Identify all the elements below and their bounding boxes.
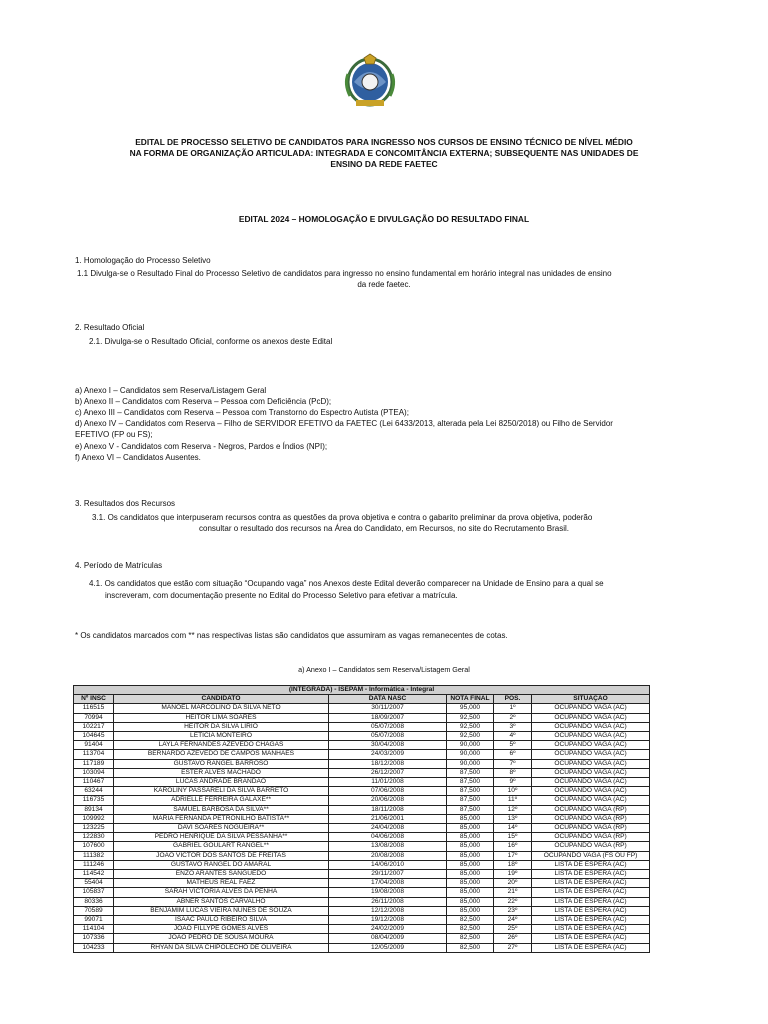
position-cell: 26º (494, 934, 532, 943)
position-cell: 1º (494, 704, 532, 713)
candidate-name-cell: LAYLA FERNANDES AZEVEDO CHAGAS (114, 741, 329, 750)
final-score-cell: 85,000 (447, 870, 494, 879)
inscription-number-cell: 110467 (74, 778, 114, 787)
section-1-1-line-2: da rede faetec. (357, 280, 411, 289)
section-2-1: 2.1. Divulga-se o Resultado Oficial, conforme os anexos deste Edital (89, 337, 333, 346)
status-cell: LISTA DE ESPERA (AC) (532, 897, 650, 906)
table-row (74, 768, 650, 777)
position-cell: 16º (494, 842, 532, 851)
table-row (74, 842, 650, 851)
position-cell: 3º (494, 722, 532, 731)
position-cell: 22º (494, 897, 532, 906)
inscription-number-cell: 89134 (74, 805, 114, 814)
final-score-cell: 90,000 (447, 750, 494, 759)
annex-list-item-a: a) Anexo I – Candidatos sem Reserva/Listagem Geral (75, 386, 267, 395)
final-score-cell: 85,000 (447, 860, 494, 869)
column-header: SITUAÇÃO (532, 695, 650, 704)
inscription-number-cell: 80336 (74, 897, 114, 906)
birth-date-cell: 24/04/2008 (329, 824, 447, 833)
birth-date-cell: 05/07/2008 (329, 722, 447, 731)
table-row (74, 888, 650, 897)
candidate-name-cell: HEITOR LIMA SOARES (114, 713, 329, 722)
candidate-name-cell: ABNER SANTOS CARVALHO (114, 897, 329, 906)
inscription-number-cell: 116515 (74, 704, 114, 713)
edital-title-line-1: EDITAL DE PROCESSO SELETIVO DE CANDIDATOS PARA INGRESSO NOS CURSOS DE ENSINO TÉCNICO DE NÍVEL MÉDIO (135, 137, 633, 147)
section-3-title: 3. Resultados dos Recursos (75, 499, 176, 508)
position-cell: 2º (494, 713, 532, 722)
position-cell: 6º (494, 750, 532, 759)
course-header: (INTEGRADA) - ISEPAM - Informática - Integral (74, 686, 650, 695)
section-4-1-line-2: inscreveram, com documentação presente no Edital do Processo Seletivo para efetivar a matrícula. (105, 591, 458, 600)
final-score-cell: 85,000 (447, 824, 494, 833)
candidate-name-cell: GUSTAVO RANGEL BARROSO (114, 759, 329, 768)
status-cell: LISTA DE ESPERA (AC) (532, 943, 650, 952)
inscription-number-cell: 91404 (74, 741, 114, 750)
status-cell: OCUPANDO VAGA (AC) (532, 713, 650, 722)
table-row (74, 778, 650, 787)
table-row (74, 805, 650, 814)
final-score-cell: 85,000 (447, 851, 494, 860)
status-cell: LISTA DE ESPERA (AC) (532, 888, 650, 897)
status-cell: OCUPANDO VAGA (AC) (532, 768, 650, 777)
status-cell: LISTA DE ESPERA (AC) (532, 934, 650, 943)
annex-list-item-d-cont: EFETIVO (FP ou FS); (75, 430, 153, 439)
table-row (74, 934, 650, 943)
final-score-cell: 85,000 (447, 842, 494, 851)
final-score-cell: 85,000 (447, 814, 494, 823)
final-score-cell: 82,500 (447, 943, 494, 952)
inscription-number-cell: 104233 (74, 943, 114, 952)
column-header: CANDIDATO (114, 695, 329, 704)
final-score-cell: 87,500 (447, 796, 494, 805)
final-score-cell: 90,000 (447, 741, 494, 750)
candidate-name-cell: JOÃO VICTOR DOS SANTOS DE FREITAS (114, 851, 329, 860)
position-cell: 18º (494, 860, 532, 869)
birth-date-cell: 13/08/2008 (329, 842, 447, 851)
candidate-name-cell: JOÃO PEDRO DE SOUSA MOURA (114, 934, 329, 943)
status-cell: OCUPANDO VAGA (AC) (532, 741, 650, 750)
candidate-name-cell: ISAAC PAULO RIBEIRO SILVA (114, 916, 329, 925)
candidate-name-cell: GUSTAVO RANGEL DO AMARAL (114, 860, 329, 869)
inscription-number-cell: 105837 (74, 888, 114, 897)
inscription-number-cell: 123225 (74, 824, 114, 833)
candidate-name-cell: BENJAMIM LUCAS VIEIRA NUNES DE SOUZA (114, 906, 329, 915)
table-row (74, 787, 650, 796)
status-cell: OCUPANDO VAGA (AC) (532, 778, 650, 787)
results-table-body (74, 704, 650, 952)
candidate-name-cell: MARIA FERNANDA PETRONILHO BATISTA** (114, 814, 329, 823)
annex-list-item-d: d) Anexo IV – Candidatos com Reserva – Filho de SERVIDOR EFETIVO da FAETEC (Lei 6433/2013, alterada pela Lei 8250/2018) ou Filho de Servidor (75, 419, 613, 428)
status-cell: LISTA DE ESPERA (AC) (532, 879, 650, 888)
inscription-number-cell: 111246 (74, 860, 114, 869)
column-header: DATA NASC (329, 695, 447, 704)
table-row (74, 814, 650, 823)
birth-date-cell: 24/02/2009 (329, 925, 447, 934)
candidate-name-cell: RHYAN DA SILVA CHIPOLECHO DE OLIVEIRA (114, 943, 329, 952)
candidate-name-cell: DAVI SOARES NOGUEIRA** (114, 824, 329, 833)
birth-date-cell: 30/11/2007 (329, 704, 447, 713)
table-row (74, 925, 650, 934)
status-cell: OCUPANDO VAGA (RP) (532, 842, 650, 851)
inscription-number-cell: 55404 (74, 879, 114, 888)
final-score-cell: 82,500 (447, 925, 494, 934)
position-cell: 12º (494, 805, 532, 814)
final-score-cell: 92,500 (447, 713, 494, 722)
inscription-number-cell: 109992 (74, 814, 114, 823)
section-1-title: 1. Homologação do Processo Seletivo (75, 256, 211, 265)
status-cell: OCUPANDO VAGA (RP) (532, 814, 650, 823)
status-cell: LISTA DE ESPERA (AC) (532, 906, 650, 915)
final-score-cell: 87,500 (447, 787, 494, 796)
position-cell: 23º (494, 906, 532, 915)
status-cell: OCUPANDO VAGA (AC) (532, 759, 650, 768)
table-row (74, 824, 650, 833)
section-3-1-line-1: 3.1. Os candidatos que interpuseram recursos contra as questões da prova objetiva e contra o gabarito preliminar da prova objetiva, poderão (92, 513, 593, 522)
status-cell: OCUPANDO VAGA (AC) (532, 796, 650, 805)
results-table (73, 685, 650, 953)
status-cell: OCUPANDO VAGA (RP) (532, 824, 650, 833)
column-header: POS. (494, 695, 532, 704)
final-score-cell: 82,500 (447, 916, 494, 925)
section-4-title: 4. Período de Matrículas (75, 561, 163, 570)
birth-date-cell: 18/11/2008 (329, 805, 447, 814)
birth-date-cell: 07/06/2008 (329, 787, 447, 796)
final-score-cell: 85,000 (447, 888, 494, 897)
birth-date-cell: 21/06/2001 (329, 814, 447, 823)
final-score-cell: 87,500 (447, 778, 494, 787)
status-cell: LISTA DE ESPERA (AC) (532, 860, 650, 869)
birth-date-cell: 20/08/2008 (329, 851, 447, 860)
candidate-name-cell: SARAH VICTORIA ALVES DA PENHA (114, 888, 329, 897)
column-header: NOTA FINAL (447, 695, 494, 704)
birth-date-cell: 24/03/2009 (329, 750, 447, 759)
annex-list-item-e: e) Anexo V - Candidatos com Reserva - Negros, Pardos e Índios (NPI); (75, 442, 328, 451)
inscription-number-cell: 70589 (74, 906, 114, 915)
candidate-name-cell: MANOEL MARCOLINO DA SILVA NETO (114, 704, 329, 713)
section-4-1-line-1: 4.1. Os candidatos que estão com situação “Ocupando vaga” nos Anexos deste Edital deverão comparecer na Unidade de Ensino para a qual se (89, 579, 604, 588)
status-cell: OCUPANDO VAGA (AC) (532, 704, 650, 713)
inscription-number-cell: 114104 (74, 925, 114, 934)
candidate-name-cell: PEDRO HENRIQUE DA SILVA PESSANHA** (114, 833, 329, 842)
birth-date-cell: 18/09/2007 (329, 713, 447, 722)
candidate-name-cell: BERNARDO AZEVEDO DE CAMPOS MANHÃES (114, 750, 329, 759)
table-row (74, 796, 650, 805)
status-cell: OCUPANDO VAGA (AC) (532, 787, 650, 796)
final-score-cell: 92,500 (447, 732, 494, 741)
birth-date-cell: 26/11/2008 (329, 897, 447, 906)
birth-date-cell: 20/06/2008 (329, 796, 447, 805)
final-score-cell: 95,000 (447, 704, 494, 713)
final-score-cell: 85,000 (447, 897, 494, 906)
inscription-number-cell: 70994 (74, 713, 114, 722)
table-row (74, 833, 650, 842)
section-1-1-line-1: 1.1 Divulga-se o Resultado Final do Processo Seletivo de candidatos para ingresso no ensino fundamental em horário integral nas unidades de ensino (77, 269, 612, 278)
birth-date-cell: 12/05/2009 (329, 943, 447, 952)
position-cell: 19º (494, 870, 532, 879)
table-row (74, 741, 650, 750)
inscription-number-cell: 99071 (74, 916, 114, 925)
status-cell: OCUPANDO VAGA (AC) (532, 722, 650, 731)
column-header: Nº INSC (74, 695, 114, 704)
final-score-cell: 85,000 (447, 879, 494, 888)
section-2-title: 2. Resultado Oficial (75, 323, 145, 332)
inscription-number-cell: 107600 (74, 842, 114, 851)
candidate-name-cell: MATHEUS REAL FAEZ (114, 879, 329, 888)
birth-date-cell: 18/12/2008 (329, 759, 447, 768)
inscription-number-cell: 107336 (74, 934, 114, 943)
table-row (74, 916, 650, 925)
birth-date-cell: 11/01/2008 (329, 778, 447, 787)
status-cell: OCUPANDO VAGA (FS OU FP) (532, 851, 650, 860)
position-cell: 4º (494, 732, 532, 741)
annex-list-item-b: b) Anexo II – Candidatos com Reserva – Pessoa com Deficiência (PcD); (75, 397, 332, 406)
position-cell: 24º (494, 916, 532, 925)
inscription-number-cell: 111382 (74, 851, 114, 860)
candidate-name-cell: LUCAS ANDRADE BRANDÃO (114, 778, 329, 787)
table-row (74, 860, 650, 869)
birth-date-cell: 14/06/2010 (329, 860, 447, 869)
birth-date-cell: 29/11/2007 (329, 870, 447, 879)
inscription-number-cell: 103094 (74, 768, 114, 777)
candidate-name-cell: KAROLINY PASSARELI DA SILVA BARRETO (114, 787, 329, 796)
inscription-number-cell: 113704 (74, 750, 114, 759)
inscription-number-cell: 122830 (74, 833, 114, 842)
status-cell: OCUPANDO VAGA (AC) (532, 732, 650, 741)
candidate-name-cell: ADRIELLE FERREIRA GALAXE** (114, 796, 329, 805)
inscription-number-cell: 102217 (74, 722, 114, 731)
final-score-cell: 82,500 (447, 934, 494, 943)
annex-table-caption: a) Anexo I – Candidatos sem Reserva/Listagem Geral (298, 665, 470, 674)
birth-date-cell: 12/12/2008 (329, 906, 447, 915)
table-row (74, 713, 650, 722)
position-cell: 25º (494, 925, 532, 934)
final-score-cell: 87,500 (447, 805, 494, 814)
quota-note: * Os candidatos marcados com ** nas respectivas listas são candidatos que assumiram as vagas remanecentes de cotas. (75, 631, 508, 640)
position-cell: 27º (494, 943, 532, 952)
final-score-cell: 85,000 (447, 833, 494, 842)
position-cell: 11º (494, 796, 532, 805)
inscription-number-cell: 104645 (74, 732, 114, 741)
state-coat-of-arms-logo (340, 52, 400, 110)
final-score-cell: 92,500 (447, 722, 494, 731)
table-row (74, 879, 650, 888)
table-row (74, 759, 650, 768)
status-cell: OCUPANDO VAGA (AC) (532, 750, 650, 759)
status-cell: LISTA DE ESPERA (AC) (532, 916, 650, 925)
inscription-number-cell: 116735 (74, 796, 114, 805)
position-cell: 20º (494, 879, 532, 888)
birth-date-cell: 19/08/2008 (329, 888, 447, 897)
position-cell: 15º (494, 833, 532, 842)
birth-date-cell: 19/12/2008 (329, 916, 447, 925)
candidate-name-cell: LETICIA MONTEIRO (114, 732, 329, 741)
position-cell: 8º (494, 768, 532, 777)
table-row (74, 943, 650, 952)
candidate-name-cell: SAMUEL BARBOSA DA SILVA** (114, 805, 329, 814)
status-cell: LISTA DE ESPERA (AC) (532, 870, 650, 879)
position-cell: 5º (494, 741, 532, 750)
annex-list-item-c: c) Anexo III – Candidatos com Reserva – Pessoa com Transtorno do Espectro Autista (PTEA); (75, 408, 409, 417)
table-row (74, 732, 650, 741)
table-row (74, 704, 650, 713)
final-score-cell: 85,000 (447, 906, 494, 915)
birth-date-cell: 30/04/2008 (329, 741, 447, 750)
table-row (74, 851, 650, 860)
position-cell: 13º (494, 814, 532, 823)
table-row (74, 906, 650, 915)
status-cell: OCUPANDO VAGA (RP) (532, 805, 650, 814)
position-cell: 14º (494, 824, 532, 833)
section-3-1-line-2: consultar o resultado dos recursos na Área do Candidato, em Recursos, no site do Recrutamento Brasil. (199, 524, 569, 533)
status-cell: LISTA DE ESPERA (AC) (532, 925, 650, 934)
edital-title-line-2: NA FORMA DE ORGANIZAÇÃO ARTICULADA: INTEGRADA E CONCOMITÂNCIA EXTERNA; SUBSEQUENTE NAS UNIDADES DE (129, 148, 639, 158)
position-cell: 17º (494, 851, 532, 860)
position-cell: 9º (494, 778, 532, 787)
candidate-name-cell: ENZO ARANTES SANGUEDO (114, 870, 329, 879)
inscription-number-cell: 114542 (74, 870, 114, 879)
table-row (74, 897, 650, 906)
annex-list-item-f: f) Anexo VI – Candidatos Ausentes. (75, 453, 201, 462)
table-row (74, 870, 650, 879)
position-cell: 21º (494, 888, 532, 897)
birth-date-cell: 26/12/2007 (329, 768, 447, 777)
status-cell: OCUPANDO VAGA (RP) (532, 833, 650, 842)
birth-date-cell: 05/07/2008 (329, 732, 447, 741)
candidate-name-cell: GABRIEL GOULART RANGEL** (114, 842, 329, 851)
candidate-name-cell: ESTER ALVES MACHADO (114, 768, 329, 777)
birth-date-cell: 08/04/2009 (329, 934, 447, 943)
edital-subtitle: EDITAL 2024 – HOMOLOGAÇÃO E DIVULGAÇÃO DO RESULTADO FINAL (238, 214, 530, 224)
birth-date-cell: 04/06/2008 (329, 833, 447, 842)
candidate-name-cell: HEITOR DA SILVA LIRIO (114, 722, 329, 731)
birth-date-cell: 17/04/2008 (329, 879, 447, 888)
inscription-number-cell: 63244 (74, 787, 114, 796)
final-score-cell: 90,000 (447, 759, 494, 768)
table-row (74, 722, 650, 731)
position-cell: 7º (494, 759, 532, 768)
inscription-number-cell: 117189 (74, 759, 114, 768)
final-score-cell: 87,500 (447, 768, 494, 777)
edital-title-line-3: ENSINO DA REDE FAETEC (330, 159, 438, 169)
candidate-name-cell: JOÃO FILLYPE GOMES ALVES (114, 925, 329, 934)
table-row (74, 750, 650, 759)
position-cell: 10º (494, 787, 532, 796)
